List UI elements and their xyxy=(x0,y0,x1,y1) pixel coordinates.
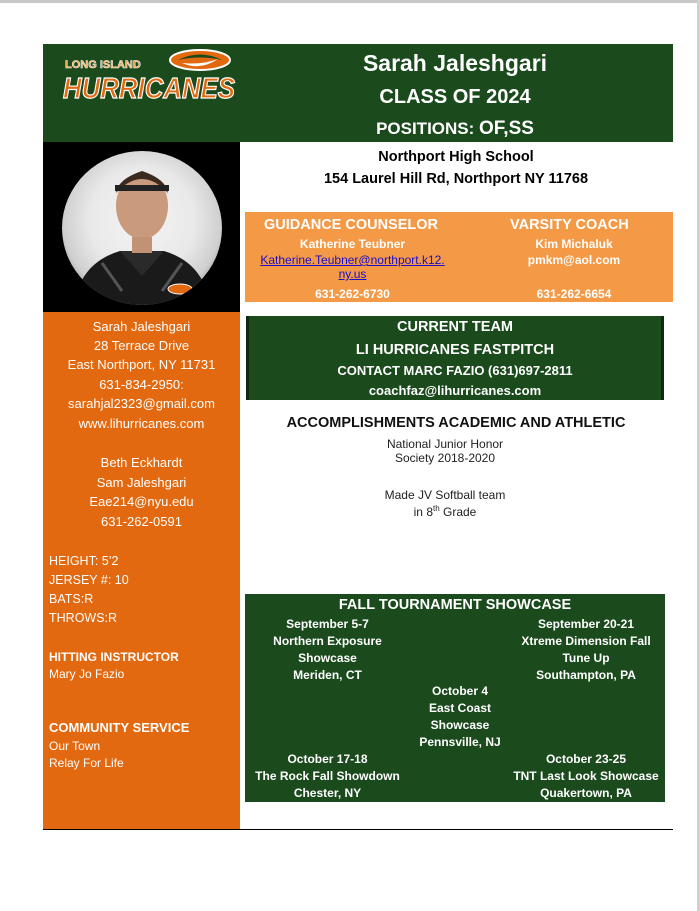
event-5 xyxy=(507,751,665,802)
contacts-box xyxy=(245,212,673,302)
event-1-name2: Showcase xyxy=(298,651,357,665)
event-1-name1: Northern Exposure xyxy=(273,634,382,648)
current-team-box xyxy=(246,316,664,400)
event-4-date: October 17-18 xyxy=(287,752,368,766)
event-4-location: Chester, NY xyxy=(293,786,362,800)
player-photo-graphic xyxy=(62,151,222,305)
sidebar xyxy=(43,312,240,829)
contact-street: 28 Terrace Drive xyxy=(93,338,190,353)
positions-label: POSITIONS: xyxy=(376,119,475,138)
coach-heading: VARSITY COACH xyxy=(510,217,629,233)
accomplishment-2-line2-pre: in 8 xyxy=(413,505,433,519)
positions-value: OF,SS xyxy=(479,118,534,139)
counselor-phone: 631-262-6730 xyxy=(315,287,390,301)
event-5-date: October 23-25 xyxy=(545,752,627,766)
fall-tournament-box xyxy=(245,594,665,802)
event-3 xyxy=(390,683,530,751)
event-1-location: Meriden, CT xyxy=(293,668,362,682)
fall-heading: FALL TOURNAMENT SHOWCASE xyxy=(338,597,572,613)
logo-main-text: HURRICANES xyxy=(63,73,236,103)
player-photo xyxy=(62,151,222,305)
accomplishment-1-line1: National Junior Honor xyxy=(386,437,504,451)
event-5-location: Quakertown, PA xyxy=(540,786,632,800)
current-team-name: LI HURRICANES FASTPITCH xyxy=(355,342,555,358)
counselor-email[interactable] xyxy=(245,253,460,281)
positions xyxy=(300,118,610,140)
event-1-date: September 5-7 xyxy=(286,617,369,631)
event-2 xyxy=(507,616,665,684)
accomplishment-2-line2 xyxy=(340,504,550,519)
event-3-location: Pennsville, NJ xyxy=(419,735,501,749)
hurricanes-logo xyxy=(60,47,238,103)
accomplishment-1-line2: Society 2018-2020 xyxy=(394,451,496,465)
community-item-2: Relay For Life xyxy=(49,756,124,770)
player-name: Sarah Jaleshgari xyxy=(362,50,548,76)
accomplishment-2-line2-post: Grade xyxy=(439,505,477,519)
hitting-name: Mary Jo Fazio xyxy=(49,667,125,681)
contact-phone: 631-834-2950: xyxy=(99,377,184,392)
school-address: 154 Laurel Hill Rd, Northport NY 11768 xyxy=(323,171,589,187)
coach-name: Kim Michaluk xyxy=(535,237,613,251)
counselor-email-line2[interactable]: ny.us xyxy=(338,267,367,281)
class-of: CLASS OF 2024 xyxy=(379,86,531,108)
contact-name: Sarah Jaleshgari xyxy=(92,319,191,334)
counselor-name: Katherine Teubner xyxy=(299,237,406,251)
event-2-date: September 20-21 xyxy=(537,617,635,631)
parent-phone: 631-262-0591 xyxy=(101,514,182,529)
event-3-name1: East Coast xyxy=(428,701,492,715)
coach-email[interactable]: pmkm@aol.com xyxy=(527,253,621,267)
event-3-name2: Showcase xyxy=(430,718,490,732)
stat-height: HEIGHT: 5’2 xyxy=(49,554,119,568)
accomplishment-2 xyxy=(340,488,550,519)
event-4-name1: The Rock Fall Showdown xyxy=(255,769,400,783)
hurricanes-logo-graphic xyxy=(60,47,238,103)
accomplishment-1 xyxy=(340,437,550,465)
bottom-border xyxy=(43,829,673,830)
logo-top-text: LONG ISLAND xyxy=(65,59,141,71)
parent-name-1: Beth Eckhardt xyxy=(100,455,183,470)
contact-city: East Northport, NY 11731 xyxy=(67,357,216,372)
accomplishments-heading: ACCOMPLISHMENTS ACADEMIC AND ATHLETIC xyxy=(286,415,626,431)
event-5-name1: TNT Last Look Showcase xyxy=(513,769,659,783)
event-4 xyxy=(245,751,410,802)
school-info xyxy=(240,146,672,190)
current-team-heading: CURRENT TEAM xyxy=(397,319,513,335)
event-2-name2: Tune Up xyxy=(562,651,610,665)
hitting-heading: HITTING INSTRUCTOR xyxy=(49,650,179,664)
counselor-heading: GUIDANCE COUNSELOR xyxy=(264,217,439,233)
current-team-contact: CONTACT MARC FAZIO (631)697-2811 xyxy=(337,363,573,378)
school-name: Northport High School xyxy=(378,149,534,165)
stat-throws: THROWS:R xyxy=(49,611,118,625)
stat-jersey: JERSEY #: 10 xyxy=(49,573,129,587)
parent-name-2: Sam Jaleshgari xyxy=(96,475,187,490)
event-1 xyxy=(245,616,410,684)
community-item-1: Our Town xyxy=(49,739,101,753)
current-team-email[interactable]: coachfaz@lihurricanes.com xyxy=(368,383,542,398)
event-3-date: October 4 xyxy=(431,684,488,698)
event-2-location: Southampton, PA xyxy=(536,668,636,682)
counselor-email-line1[interactable]: Katherine.Teubner@northport.k12. xyxy=(260,253,445,267)
coach-phone: 631-262-6654 xyxy=(536,287,612,301)
stat-bats: BATS:R xyxy=(49,592,94,606)
accomplishment-2-sup: th xyxy=(433,504,440,513)
contact-email[interactable]: sarahjal2323@gmail.com xyxy=(68,396,215,411)
event-2-name1: Xtreme Dimension Fall xyxy=(521,634,651,648)
top-border xyxy=(0,0,699,3)
community-heading: COMMUNITY SERVICE xyxy=(49,720,190,735)
contact-website[interactable]: www.lihurricanes.com xyxy=(78,416,205,431)
parent-email[interactable]: Eae214@nyu.edu xyxy=(89,494,194,509)
accomplishment-2-line1: Made JV Softball team xyxy=(384,488,506,502)
